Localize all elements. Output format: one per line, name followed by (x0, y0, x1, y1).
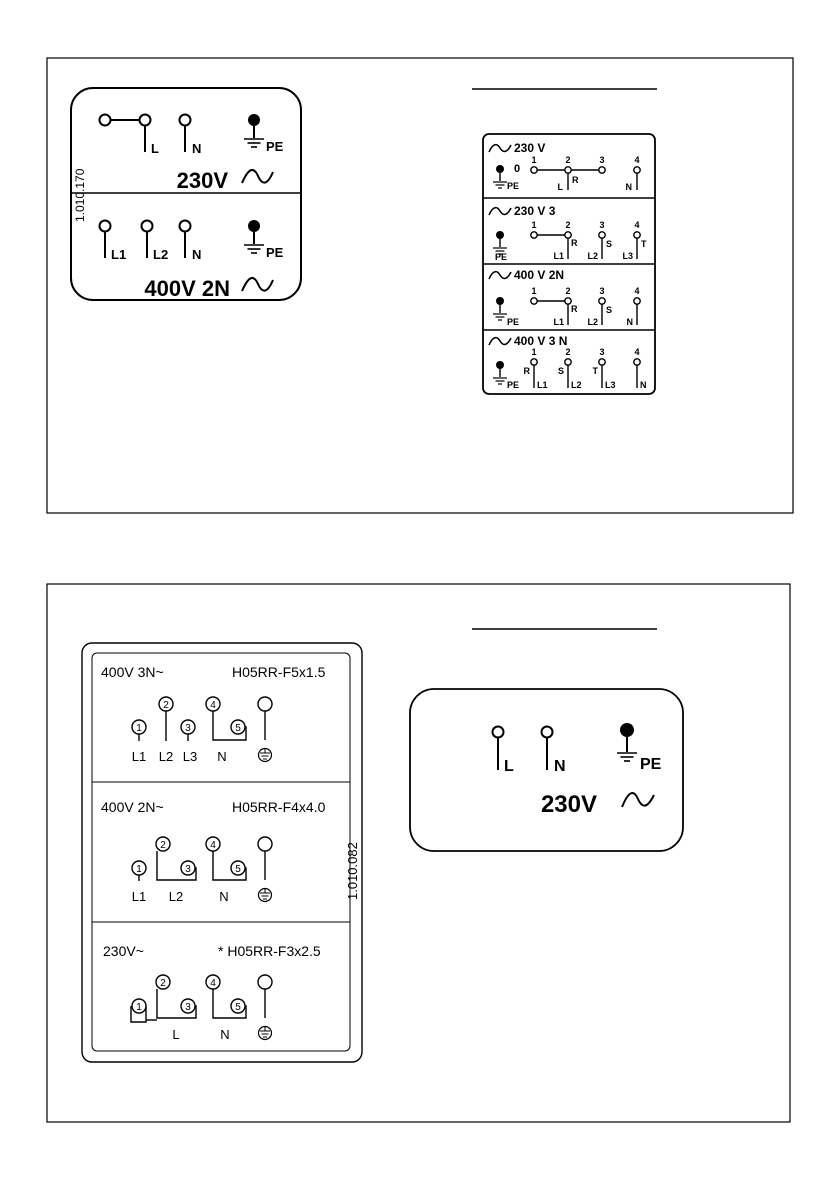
ac-icon (489, 145, 511, 152)
svg-text:4: 4 (210, 978, 216, 989)
svg-text:L1: L1 (131, 749, 147, 764)
svg-text:N: N (220, 1027, 230, 1042)
svg-text:4: 4 (634, 220, 640, 230)
svg-text:N: N (626, 317, 633, 327)
plate-1-upper (100, 114, 284, 193)
svg-text:H05RR-F4x4.0: H05RR-F4x4.0 (232, 799, 326, 815)
label-l: L (151, 141, 159, 156)
voltage-230v: 230V (176, 168, 228, 193)
ac-icon (242, 170, 273, 183)
plate-3 (82, 643, 362, 1062)
svg-text:3: 3 (599, 220, 605, 230)
svg-text:3: 3 (185, 723, 191, 734)
label-l2: L2 (153, 247, 169, 262)
label-n: N (192, 247, 202, 262)
svg-text:L1: L1 (537, 380, 548, 390)
svg-text:2: 2 (163, 700, 169, 711)
svg-text:PE: PE (507, 181, 520, 191)
svg-text:N: N (217, 749, 227, 764)
ac-icon (489, 338, 511, 345)
svg-text:L2: L2 (587, 251, 598, 261)
plate-1-lower (100, 220, 284, 301)
voltage-230v: 230V (540, 791, 597, 818)
svg-text:5: 5 (235, 864, 241, 875)
plate-2-row-400v-2n (489, 268, 640, 327)
svg-text:S: S (606, 305, 613, 315)
svg-text:3: 3 (599, 347, 605, 357)
svg-text:4: 4 (210, 840, 216, 851)
svg-text:L2: L2 (587, 317, 598, 327)
svg-text:* H05RR-F3x2.5: * H05RR-F3x2.5 (218, 943, 321, 959)
svg-text:4: 4 (634, 286, 640, 296)
label-n: N (192, 141, 202, 156)
svg-text:1: 1 (136, 723, 142, 734)
svg-text:230V~: 230V~ (103, 943, 144, 959)
svg-text:L: L (172, 1027, 180, 1042)
plate-2-row-230v (489, 141, 640, 192)
ac-icon (622, 793, 654, 807)
svg-text:230 V 3: 230 V 3 (514, 204, 556, 218)
label-pe: PE (640, 756, 662, 773)
svg-text:L1: L1 (553, 317, 564, 327)
plate-3-row-400v-2n (101, 799, 326, 904)
svg-text:1: 1 (136, 864, 142, 875)
label-pe: PE (266, 139, 284, 154)
svg-text:400V 2N~: 400V 2N~ (101, 799, 164, 815)
svg-text:L1: L1 (553, 251, 564, 261)
svg-text:T: T (641, 239, 647, 249)
svg-text:L: L (557, 182, 563, 192)
plate-3-code: 1.010.082 (345, 842, 360, 900)
svg-text:1: 1 (136, 1002, 142, 1013)
svg-text:400 V 2N: 400 V 2N (514, 268, 565, 282)
svg-text:1: 1 (531, 286, 537, 296)
svg-text:2: 2 (565, 220, 571, 230)
svg-text:L3: L3 (182, 749, 198, 764)
plate-1-code: 1.010.170 (73, 168, 87, 222)
svg-text:S: S (557, 366, 564, 376)
svg-text:PE: PE (495, 252, 508, 262)
svg-text:L1: L1 (131, 889, 147, 904)
svg-text:230 V: 230 V (514, 141, 546, 155)
plate-4 (410, 689, 683, 851)
svg-text:R: R (571, 238, 578, 248)
svg-text:2: 2 (565, 286, 571, 296)
svg-text:PE: PE (507, 317, 520, 327)
svg-text:T: T (592, 366, 598, 376)
label-l: L (504, 758, 514, 775)
svg-text:4: 4 (634, 347, 640, 357)
svg-text:N: N (625, 182, 632, 192)
svg-text:L2: L2 (571, 380, 582, 390)
plate-2 (483, 134, 655, 394)
voltage-400v-2n: 400V 2N (144, 276, 230, 301)
svg-text:2: 2 (160, 978, 166, 989)
svg-text:2: 2 (565, 347, 571, 357)
ac-icon (489, 208, 511, 215)
svg-text:4: 4 (634, 155, 640, 165)
svg-text:1: 1 (531, 347, 537, 357)
svg-text:H05RR-F5x1.5: H05RR-F5x1.5 (232, 664, 326, 680)
svg-text:2: 2 (565, 155, 571, 165)
svg-text:L3: L3 (622, 251, 633, 261)
ac-icon (242, 278, 273, 291)
svg-text:2: 2 (160, 840, 166, 851)
plate-2-row-230v-3 (489, 204, 647, 262)
label-l1: L1 (111, 247, 127, 262)
svg-text:S: S (606, 239, 613, 249)
svg-text:5: 5 (235, 1002, 241, 1013)
plate-1 (71, 88, 301, 301)
label-pe: PE (266, 245, 284, 260)
svg-text:5: 5 (235, 723, 241, 734)
svg-text:N: N (219, 889, 229, 904)
svg-text:400 V 3 N: 400 V 3 N (514, 334, 568, 348)
ac-icon (489, 272, 511, 279)
svg-text:R: R (571, 304, 578, 314)
svg-text:N: N (640, 380, 647, 390)
svg-text:3: 3 (185, 864, 191, 875)
svg-text:3: 3 (599, 286, 605, 296)
svg-text:PE: PE (507, 380, 520, 390)
svg-text:400V 3N~: 400V 3N~ (101, 664, 164, 680)
svg-text:L3: L3 (605, 380, 616, 390)
plate-3-row-230v (103, 943, 321, 1042)
svg-text:R: R (523, 366, 530, 376)
plate-3-row-400v-3n (101, 664, 326, 764)
plate-2-row-400v-3n (489, 334, 647, 390)
svg-text:L2: L2 (158, 749, 174, 764)
label-n: N (554, 758, 566, 775)
svg-text:3: 3 (185, 1002, 191, 1013)
svg-text:1: 1 (531, 155, 537, 165)
svg-text:1: 1 (531, 220, 537, 230)
svg-text:4: 4 (210, 700, 216, 711)
svg-text:R: R (572, 175, 579, 185)
svg-text:3: 3 (599, 155, 605, 165)
svg-text:L2: L2 (168, 889, 184, 904)
svg-text:0: 0 (514, 163, 521, 175)
